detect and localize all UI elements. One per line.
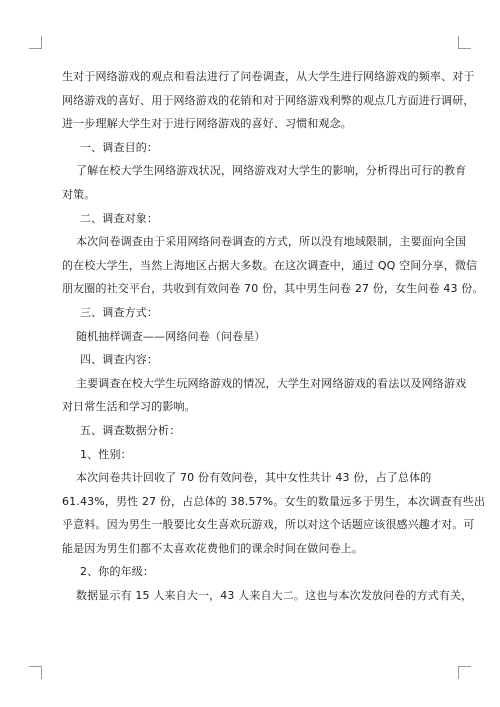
body-line: 61.43%，男性 27 份，占总体的 38.57%。女生的数量远多于男生，本次调查有些出 xyxy=(62,494,486,508)
body-line: 随机抽样调查——网络问卷（问卷星） xyxy=(76,329,266,343)
crop-mark-bottom-right xyxy=(458,666,471,679)
body-line: 能是因为男生们都不太喜欢花费他们的课余时间在做问卷上。 xyxy=(62,541,364,555)
crop-mark-top-right xyxy=(458,36,471,49)
section-heading-subjects: 二、调查对象： xyxy=(80,211,159,225)
body-line: 对日常生活和学习的影响。 xyxy=(62,400,196,414)
section-heading-content: 四、调查内容： xyxy=(80,353,159,367)
section-heading-purpose: 一、调查目的： xyxy=(80,140,159,154)
crop-mark-top-left xyxy=(29,36,42,49)
body-line: 的在校大学生，当然上海地区占据大多数。在这次调查中，通过 QQ 空间分享，微信 xyxy=(62,258,478,272)
body-line: 生对于网络游戏的观点和看法进行了问卷调查，从大学生进行网络游戏的频率、对于 xyxy=(62,70,475,83)
body-line: 对策。 xyxy=(62,187,96,201)
body-line: 主要调查在校大学生玩网络游戏的情况，大学生对网络游戏的看法以及网络游戏 xyxy=(76,376,467,390)
subheading-gender: 1、性别： xyxy=(80,447,132,461)
body-line: 网络游戏的喜好、用于网络游戏的花销和对于网络游戏利弊的观点几方面进行调研， xyxy=(62,93,475,107)
body-line: 本次问卷调查由于采用网络问卷调查的方式，所以没有地域限制，主要面向全国 xyxy=(76,235,467,249)
crop-mark-bottom-left xyxy=(29,666,42,679)
body-line: 数据显示有 15 人来自大一，43 人来自大二。这也与本次发放问卷的方式有关， xyxy=(76,589,473,603)
body-line: 朋友圈的社交平台，共收到有效问卷 70 份，其中男生问卷 27 份，女生问卷 43 份。 xyxy=(62,282,484,296)
body-line: 乎意料。因为男生一般要比女生喜欢玩游戏，所以对这个话题应该很感兴趣才对。可 xyxy=(62,518,475,532)
body-line: 了解在校大学生网络游戏状况，网络游戏对大学生的影响，分析得出可行的教育 xyxy=(76,164,467,178)
document-body xyxy=(62,65,486,608)
subheading-grade: 2、你的年级： xyxy=(80,565,155,579)
section-heading-method: 三、调查方式： xyxy=(80,305,159,319)
section-heading-analysis: 五、调查数据分析： xyxy=(80,423,181,437)
body-line: 进一步理解大学生对于进行网络游戏的喜好、习惯和观念。 xyxy=(62,117,352,131)
body-line: 本次问卷共计回收了 70 份有效问卷，其中女性共计 43 份，占了总体的 xyxy=(76,471,432,485)
